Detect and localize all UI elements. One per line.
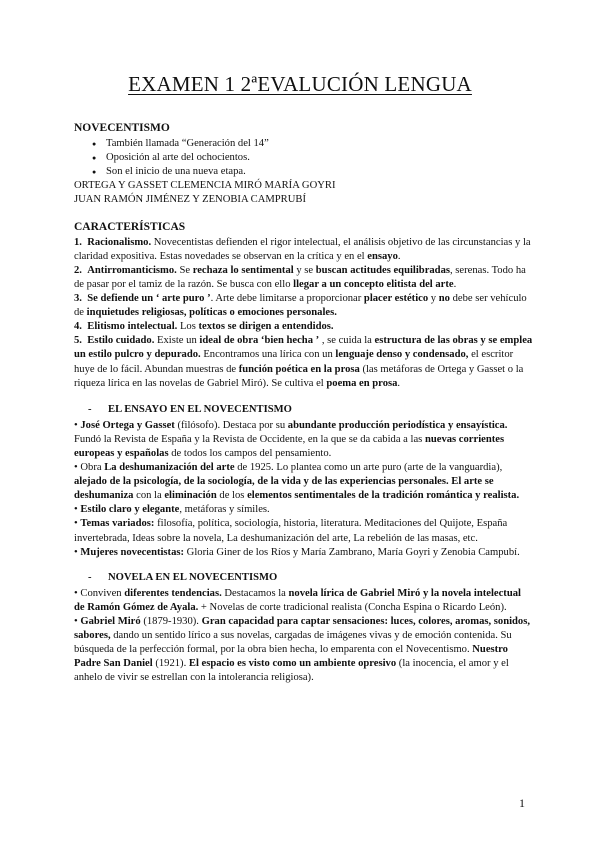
characteristic-3: 3. Se defiende un ‘ arte puro ’. Arte debe limitarse a proporcionar placer estético y no debe ser vehículo de inquietudes religiosas, políticas o emociones personales.: [74, 293, 527, 319]
item-number: 1.: [74, 236, 82, 248]
characteristic-4: 4. Elitismo intelectual. Los textos se dirigen a entendidos.: [74, 321, 334, 333]
document-body: [74, 121, 534, 685]
intro-bullet-list: [74, 137, 534, 179]
ensayo-item-obra: • Obra La deshumanización del arte de 1925. Lo plantea como un arte puro (arte de la vanguardia), alejado de la psicología, de la sociología, de la vida y de las experiencias personales. El arte se deshumaniza con la eliminación de los elementos sentimentales de la tradición romántica y realista.: [74, 462, 520, 502]
ensayo-item-ortega: • José Ortega y Gasset (filósofo). Destaca por su abundante producción periodística y ensayística. Fundó la Revista de España y la Revista de Occidente, en la que se da cabida a las nuevas corrientes europeas y españolas de todos los campos del pensamiento.: [74, 419, 508, 459]
page-number: 1: [519, 796, 525, 810]
item-number: 3.: [74, 293, 82, 305]
characteristic-1: 1. Racionalismo. Novecentistas defienden el rigor intelectual, el análisis objetivo de las circunstancias y la claridad expositiva. Estas novedades se observan en la crítica y en el ensayo.: [74, 236, 531, 262]
novela-item-miro: • Gabriel Miró (1879-1930). Gran capacidad para captar sensaciones: luces, colores, aromas, sonidos, sabores, dando un sentido lírico a sus novelas, cargadas de imágenes vivas y de emoción contenida. Su búsqueda de la perfección formal, por la obra bien hecha, lo emparenta con el Novecentismo. Nuestro Padre San Daniel (1921). El espacio es visto como un ambiente opresivo (la inocencia, el amor y el anhelo de vivir se estrellan con la intolerancia religiosa).: [74, 616, 531, 684]
characteristic-2: 2. Antirromanticismo. Se rechaza lo sentimental y se buscan actitudes equilibradas, serenas. Todo ha de pasar por el tamiz de la razón. Se busca con ello llegar a un concepto elitista del arte.: [74, 264, 526, 290]
authors-line-2: JUAN RAMÓN JIMÉNEZ Y ZENOBIA CAMPRUBÍ: [74, 194, 306, 206]
ensayo-item-estilo: • Estilo claro y elegante, metáforas y símiles.: [74, 504, 270, 516]
bold-text: Racionalismo.: [87, 236, 152, 248]
list-item: ● También llamada “Generación del 14”: [92, 137, 534, 151]
subsection-title-novela: - NOVELA EN EL NOVECENTISMO: [88, 571, 278, 583]
section-title-novecentismo: NOVECENTISMO: [74, 122, 170, 134]
item-number: 5.: [74, 335, 82, 347]
authors-line-1: ORTEGA Y GASSET CLEMENCIA MIRÓ MARÍA GOYRI: [74, 180, 336, 192]
ensayo-item-mujeres: • Mujeres novecentistas: Gloria Giner de los Ríos y María Zambrano, María Goyri y Zenobia Campubí.: [74, 546, 520, 558]
page-title: EXAMEN 1 2ªEVALUCIÓN LENGUA: [128, 72, 472, 96]
item-number: 2.: [74, 264, 82, 276]
list-item: ● Son el inicio de una nueva etapa.: [92, 165, 534, 179]
item-number: 4.: [74, 321, 82, 333]
characteristic-5: 5. Estilo cuidado. Existe un ideal de obra ‘bien hecha ’ , se cuida la estructura de las obras y se emplea un estilo pulcro y depurado. Encontramos una lírica con un lenguaje denso y condensado, el escritor huye de lo fácil. Abundan muestras de función poética en la prosa (las metáforas de Ortega y Gasset o la riqueza lírica en las novelas de Gabriel Miró). Se cultiva el poema en prosa.: [74, 335, 533, 389]
list-item: ● Oposición al arte del ochocientos.: [92, 151, 534, 165]
ensayo-item-temas: • Temas variados: filosofía, política, sociología, historia, literatura. Meditaciones del Quijote, España invertebrada, Ideas sobre la novela, La deshumanización del arte, La rebelión de las masas, etc.: [74, 518, 508, 544]
novela-item-tendencias: • Conviven diferentes tendencias. Destacamos la novela lírica de Gabriel Miró y la novela intelectual de Ramón Gómez de Ayala. + Novelas de corte tradicional realista (Concha Espina o Ricardo León).: [74, 587, 521, 613]
subsection-title-ensayo: - EL ENSAYO EN EL NOVECENTISMO: [88, 403, 292, 415]
section-title-caracteristicas: CARACTERÍSTICAS: [74, 220, 186, 233]
